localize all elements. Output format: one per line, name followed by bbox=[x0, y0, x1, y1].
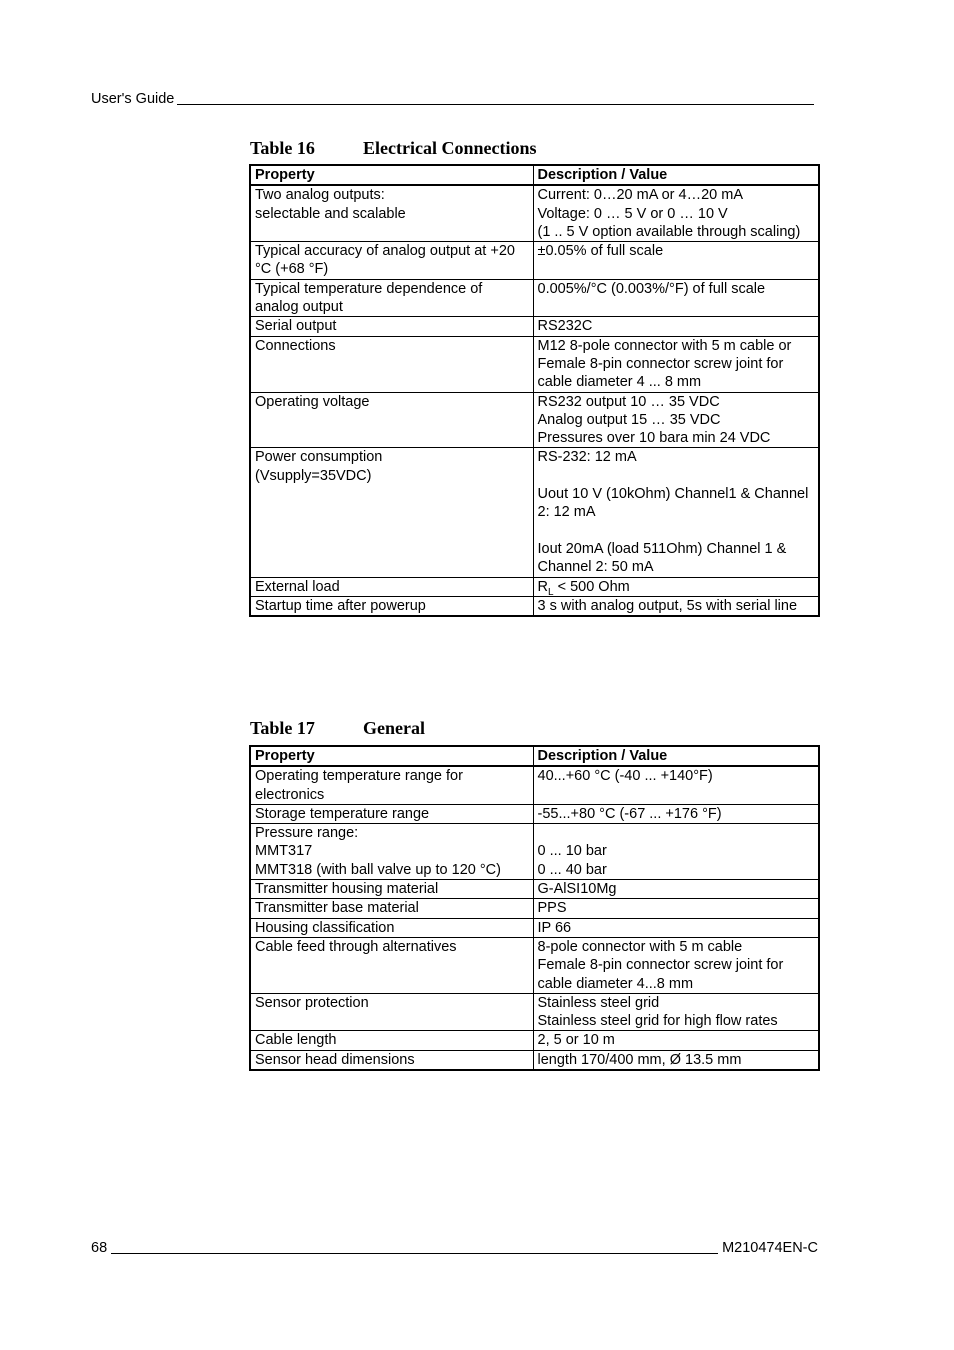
cell-line: 0 ... 10 bar bbox=[537, 843, 607, 860]
table-header-row bbox=[250, 165, 819, 185]
cell-line: PPS bbox=[537, 900, 567, 917]
cell-line: G-AlSI10Mg bbox=[537, 881, 617, 898]
property-cell bbox=[250, 392, 533, 448]
cell-line: Female 8-pin connector screw joint for cable diameter 4 ... 8 mm bbox=[537, 355, 788, 391]
table17-caption bbox=[250, 718, 425, 738]
cell-line: 3 s with analog output, 5s with serial line bbox=[537, 597, 798, 614]
value-cell bbox=[533, 185, 819, 241]
table16-caption bbox=[250, 138, 536, 158]
column-header-property: Property bbox=[250, 746, 533, 766]
page-number: 68 bbox=[91, 1240, 108, 1256]
cell-line: Startup time after powerup bbox=[255, 597, 426, 614]
cell-line: MMT318 (with ball valve up to 120 °C) bbox=[255, 861, 501, 878]
subscript-text: L bbox=[547, 586, 554, 598]
header-rule bbox=[177, 104, 814, 105]
table-row bbox=[250, 1050, 819, 1070]
cell-line: Housing classification bbox=[255, 919, 395, 936]
cell-line: length 170/400 mm, Ø 13.5 mm bbox=[537, 1051, 742, 1068]
value-cell bbox=[533, 448, 819, 577]
cell-line: 8-pole connector with 5 m cable bbox=[537, 938, 743, 955]
property-cell bbox=[250, 185, 533, 241]
cell-line: Sensor head dimensions bbox=[255, 1051, 415, 1068]
cell-line: Connections bbox=[255, 337, 336, 354]
value-cell bbox=[533, 766, 819, 804]
cell-line: External load bbox=[255, 578, 340, 595]
property-cell bbox=[250, 1050, 533, 1070]
property-cell bbox=[250, 937, 533, 993]
table-header-row bbox=[250, 746, 819, 766]
cell-line: Typical accuracy of analog output at +20 °C (+68 °F) bbox=[255, 243, 519, 278]
cell-text: R bbox=[537, 578, 548, 595]
cell-line: 40...+60 °C (-40 ... +140°F) bbox=[537, 768, 713, 785]
cell-line: RS232 output 10 … 35 VDC bbox=[537, 393, 720, 410]
cell-line: Voltage: 0 … 5 V or 0 … 10 V bbox=[537, 205, 728, 222]
cell-line: RS-232: 12 mA bbox=[537, 449, 637, 466]
table-row bbox=[250, 392, 819, 448]
cell-line: Transmitter base material bbox=[255, 900, 419, 917]
value-cell bbox=[533, 577, 819, 596]
cell-line: RS232C bbox=[537, 318, 593, 335]
table-row bbox=[250, 804, 819, 823]
cell-line: (Vsupply=35VDC) bbox=[255, 467, 372, 484]
cell-line bbox=[538, 522, 815, 540]
property-cell bbox=[250, 448, 533, 577]
property-cell bbox=[250, 918, 533, 937]
table-row bbox=[250, 596, 819, 616]
property-cell bbox=[250, 1031, 533, 1050]
table-row bbox=[250, 993, 819, 1031]
table-row bbox=[250, 824, 819, 880]
table-row bbox=[250, 317, 819, 336]
cell-line: Pressures over 10 bara min 24 VDC bbox=[537, 430, 771, 447]
value-cell bbox=[533, 242, 819, 280]
column-header-value: Description / Value bbox=[533, 165, 819, 185]
cell-line: (1 .. 5 V option available through scaling) bbox=[537, 223, 801, 240]
value-cell bbox=[533, 804, 819, 823]
cell-line: ±0.05% of full scale bbox=[537, 243, 664, 260]
cell-line: Storage temperature range bbox=[255, 805, 430, 822]
cell-line: Uout 10 V (10kOhm) Channel1 & Channel 2: 12 mA bbox=[537, 486, 813, 521]
cell-line: Current: 0…20 mA or 4…20 mA bbox=[537, 187, 743, 204]
value-cell bbox=[533, 824, 819, 880]
value-cell bbox=[533, 918, 819, 937]
column-header-property: Property bbox=[250, 165, 533, 185]
cell-line: IP 66 bbox=[537, 919, 572, 936]
running-header bbox=[91, 90, 814, 108]
cell-line: Transmitter housing material bbox=[255, 881, 439, 898]
property-cell bbox=[250, 577, 533, 596]
value-cell bbox=[533, 880, 819, 899]
cell-line: Sensor protection bbox=[255, 994, 369, 1011]
cell-line: Operating voltage bbox=[255, 393, 370, 410]
cell-line: Power consumption bbox=[255, 449, 383, 466]
cell-line bbox=[538, 824, 815, 842]
table16-title: Electrical Connections bbox=[363, 138, 537, 158]
cell-line: Cable length bbox=[255, 1032, 337, 1049]
table-row bbox=[250, 577, 819, 596]
property-cell bbox=[250, 824, 533, 880]
value-cell bbox=[533, 317, 819, 336]
value-cell bbox=[533, 899, 819, 918]
cell-line bbox=[538, 578, 815, 596]
property-cell bbox=[250, 993, 533, 1031]
value-cell bbox=[533, 596, 819, 616]
cell-line: Stainless steel grid bbox=[537, 994, 660, 1011]
property-cell bbox=[250, 899, 533, 918]
cell-line: Iout 20mA (load 511Ohm) Channel 1 & Channel 2: 50 mA bbox=[537, 540, 791, 576]
running-title: User's Guide bbox=[91, 91, 175, 107]
cell-line: Two analog outputs: bbox=[255, 187, 385, 204]
cell-line: selectable and scalable bbox=[255, 205, 406, 222]
property-cell bbox=[250, 766, 533, 804]
column-header-value: Description / Value bbox=[533, 746, 819, 766]
table17-number: Table 17 bbox=[250, 718, 315, 738]
value-cell bbox=[533, 279, 819, 317]
value-cell bbox=[533, 336, 819, 392]
document-code: M210474EN-C bbox=[722, 1240, 818, 1256]
cell-line: Female 8-pin connector screw joint for cable diameter 4...8 mm bbox=[537, 957, 788, 992]
value-cell bbox=[533, 1050, 819, 1070]
value-cell bbox=[533, 1031, 819, 1050]
cell-line: Cable feed through alternatives bbox=[255, 938, 457, 955]
table-row bbox=[250, 1031, 819, 1050]
value-cell bbox=[533, 392, 819, 448]
property-cell bbox=[250, 596, 533, 616]
table-row bbox=[250, 918, 819, 937]
table16-number: Table 16 bbox=[250, 138, 315, 158]
property-cell bbox=[250, 317, 533, 336]
table-row bbox=[250, 937, 819, 993]
cell-text: < 500 Ohm bbox=[553, 578, 630, 595]
value-cell bbox=[533, 937, 819, 993]
cell-line: Pressure range: bbox=[255, 825, 359, 842]
property-cell bbox=[250, 279, 533, 317]
cell-line: 0 ... 40 bar bbox=[537, 861, 607, 878]
electrical-connections-table bbox=[249, 164, 820, 617]
table-row bbox=[250, 880, 819, 899]
property-cell bbox=[250, 242, 533, 280]
property-cell bbox=[250, 336, 533, 392]
table-row bbox=[250, 336, 819, 392]
cell-line: M12 8-pole connector with 5 m cable or bbox=[537, 337, 792, 354]
cell-line: 2, 5 or 10 m bbox=[537, 1032, 615, 1049]
table-row bbox=[250, 185, 819, 241]
table-row bbox=[250, 899, 819, 918]
page-footer bbox=[91, 1239, 818, 1257]
property-cell bbox=[250, 804, 533, 823]
table-row bbox=[250, 766, 819, 804]
table-row bbox=[250, 242, 819, 280]
table17-title: General bbox=[363, 718, 425, 738]
cell-line: 0.005%/°C (0.003%/°F) of full scale bbox=[537, 280, 766, 297]
general-table bbox=[249, 745, 820, 1071]
cell-line: Operating temperature range for electronics bbox=[255, 768, 467, 803]
value-cell bbox=[533, 993, 819, 1031]
cell-line: Serial output bbox=[255, 318, 337, 335]
footer-rule bbox=[111, 1253, 718, 1254]
cell-line bbox=[538, 467, 815, 485]
cell-line: Typical temperature dependence of analog output bbox=[255, 280, 487, 316]
cell-line: Stainless steel grid for high flow rates bbox=[537, 1013, 778, 1030]
table-row bbox=[250, 279, 819, 317]
table-row bbox=[250, 448, 819, 577]
property-cell bbox=[250, 880, 533, 899]
cell-line: Analog output 15 … 35 VDC bbox=[537, 411, 721, 428]
cell-line: -55...+80 °C (-67 ... +176 °F) bbox=[537, 805, 722, 822]
cell-line: MMT317 bbox=[255, 843, 313, 860]
